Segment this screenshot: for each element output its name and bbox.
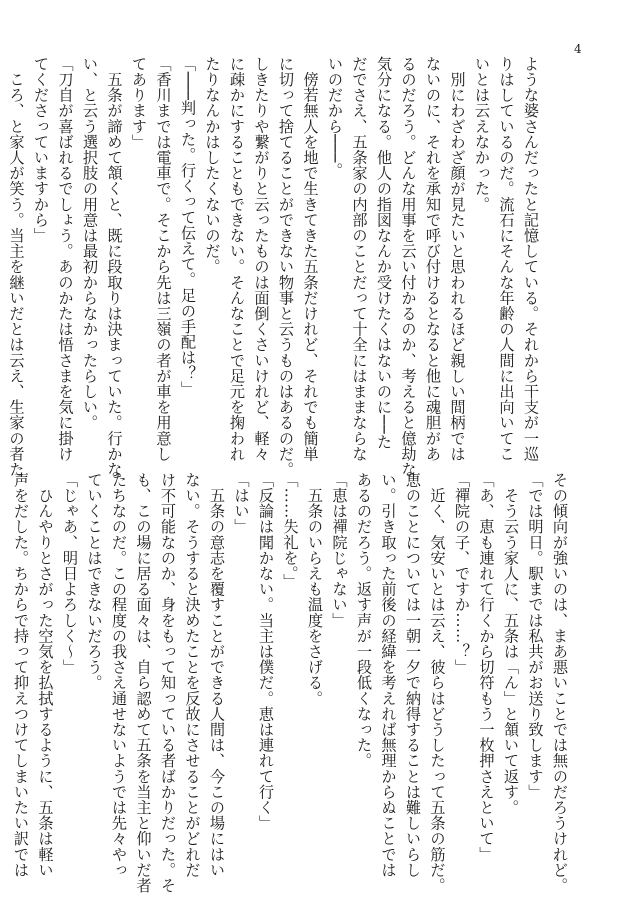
text-line: に切って捨てることができない物事と云うものはあるのだ。 [277, 56, 295, 478]
text-line: ていくことはできないだろう。 [85, 472, 104, 691]
text-line: 「あ、恵も連れて行くから切符もう一枚押さえといて」 [477, 472, 496, 862]
text-line: 「……失礼を。」 [281, 472, 300, 590]
text-line: その傾向が強いのは、まあ悪いことでは無のだろうけれど。 [551, 472, 569, 894]
text-line [0, 56, 4, 441]
text-line: しきたりや繋がりと云ったものは面倒くさいけれど、軽々 [252, 56, 271, 462]
text-line: ひんやりとさがった空気を払拭するように、五条は軽い [36, 472, 55, 878]
text-line: てあります」 [130, 56, 148, 150]
text-line: 「香川までは電車で。そこから先は三嶺の者が車を用意し [154, 56, 173, 462]
text-line: に疎かにすることもできない。そんなことで足元を掬われ [228, 56, 246, 462]
text-line: あるのだろう。返す声が一段低くなった。 [355, 472, 373, 769]
text-line: いとは云えなかった。 [473, 56, 491, 212]
page-number: 4 [574, 42, 582, 56]
text-line: たりなんかはしたくないのだ。 [203, 56, 222, 275]
text-line: てくださっていますから」 [32, 56, 50, 244]
text-line: 「恵は禪院じゃない」 [330, 472, 349, 628]
text-line: 五条が諦めて頷くと、既に段取りは決まっていた。行かな [105, 56, 124, 478]
text-line: け不可能なのか、身をもって知っている者ばかりだった。そ [159, 472, 177, 894]
text-line: 近く、気安いとは云え、彼らはどうしたって五条の筋だ。 [428, 472, 447, 894]
text-line: 五条の意志を覆すことができる人間は、今この場にはい [208, 472, 226, 878]
text-line: 別にわざわざ顔が見たいと思われるほど親しい間柄では [448, 56, 467, 462]
text-line: ないのに、それを承知で呼び付けるとなると他に魂胆があ [424, 56, 442, 462]
text-line: も、この場に居る面々は、自ら認めて五条を当主と仰いだ者 [134, 472, 153, 894]
text-line: 五条のいらえも温度をさげる。 [306, 472, 324, 706]
text-line: そう云う家人に、五条は「ん」と頷いて返す。 [502, 472, 520, 816]
text-line: い、と云う選択肢の用意は最初からなかったらしい。 [81, 56, 99, 431]
text-line: 気分になる。他人の指図なんか受けたくはないのに──た [375, 56, 393, 450]
text-line: 傍若無人を地で生きてきた五条だけれど、それでも簡単 [301, 56, 320, 462]
text-line: 「禪院の子、ですか……？」 [453, 472, 471, 675]
text-line: 声をだした。ちからで持って抑えつけてしまいたい訳では [12, 472, 30, 878]
text-line: いのだから───。 [326, 56, 344, 179]
text-line: 「はい」 [232, 472, 251, 535]
text-line: りはしているのだ。流石にそんな年齢の人間に出向いてこ [497, 56, 516, 462]
text-line: 「───判った。行くって伝えて。足の手配は？」 [179, 56, 197, 397]
text-line: い。引き取った前後の経緯を考えれば無理からぬことでは [379, 472, 398, 878]
text-line: 恵のことについては一朝一夕で納得することは難しいらし [404, 472, 422, 878]
text-line: るのだろう。どんな用事を云い付かるのか、考えると億劫な [399, 56, 418, 478]
text-line: ない。そうすると決めたことを反故にさせることがどれだ [183, 472, 202, 878]
text-line: 「じゃあ、明日よろしく～」 [61, 472, 79, 675]
text-line: だでさえ、五条家の内部のことだって十全にはままならな [350, 56, 369, 462]
text-line: ころ、と家人が笑う。当主を継いだとは云え、生家の者た [7, 56, 26, 478]
upper-text-block [7, 56, 543, 478]
text-line: たちなのだ。この程度の我さえ通せないようでは先々やっ [110, 472, 128, 878]
lower-text-block [12, 472, 572, 894]
text-line: 「刀自が喜ばれるでしょう。あのかたは悟さまを気に掛け [56, 56, 75, 462]
text-line: 「では明日。駅までは私共がお送り致します」 [526, 472, 545, 800]
text-line: 「反論は聞かない。当主は僕だ。恵は連れて行く」 [257, 472, 275, 831]
text-line: ような婆さんだったと記憶している。それから干支が一巡 [522, 56, 540, 462]
